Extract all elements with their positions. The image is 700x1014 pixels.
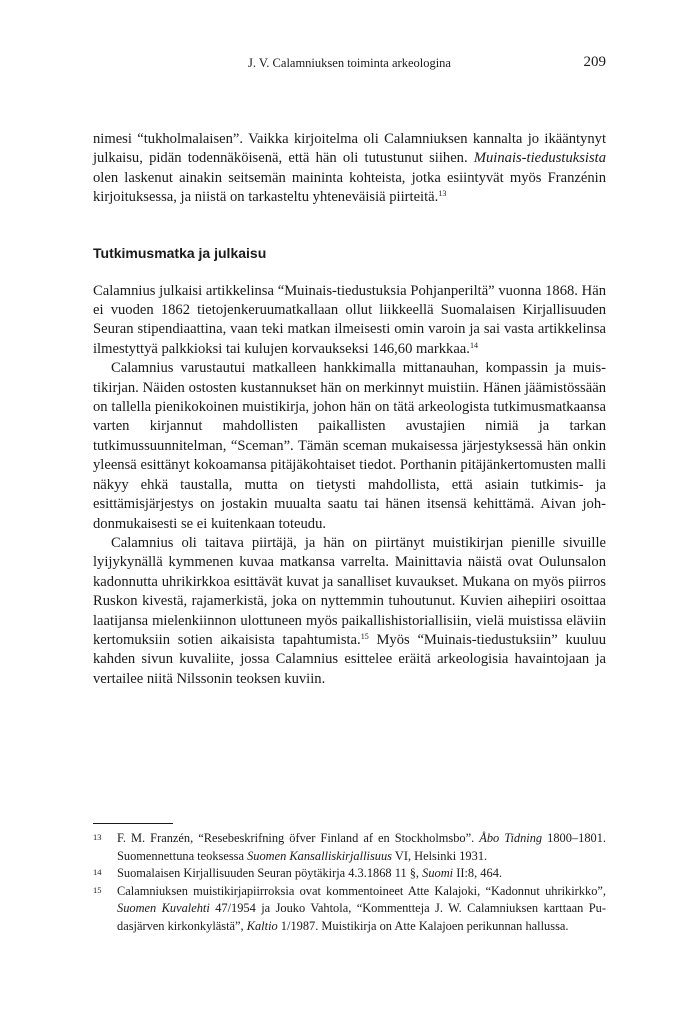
footnote-text: Calamniuksen muistikirjapiirroksia ovat kommentoineet Atte Kalajoki, “Kadonnut uhrikirkko”, <box>117 883 606 898</box>
intro-italic-title: Muinais-tiedustuksista <box>473 150 606 167</box>
page-number: 209 <box>583 54 606 70</box>
paragraph-2: Calamnius varustautui matkalleen hankkimalla mittanauhan, kompassin ja muistikirjan. Näiden ostosten kustannukset hän on merkinnyt muistiin. Hänen jäämistössään on tallella pienikokoinen muistikirja, johon hän on tätä arkeologista tutkimusmatkaansa varten kirjannut mahdollisten paikallisten avustajien nimiä ja tarkan tutkimussuunnitelman, “Sceman”. Tämän sceman mukaisessa järjestyksessä hän onkin yleensä esittänyt kokoamansa pitäjäkohtaiset tiedot. Porthanin pitäjänkertomusten malli näkyy ehkä taustalla, mutta on tietysti mahdollista, että asiain tutkimis- ja esittämisjärjestys on jostakin muualta saatu tai hänen itsensä kehittämä. Aivan johdonmukaisesti se ei kuitenkaan toteudu. <box>93 360 606 532</box>
footnote-text: VI, Helsinki 1931. <box>392 848 488 863</box>
footnote-text: Suomalaisen Kirjallisuuden Seuran pöytäkirja 4.3.1868 11 §, <box>117 866 423 881</box>
footnote-15 <box>93 883 606 936</box>
footnote-text: F. M. Franzén, “Resebeskrifning öfver Finland af en Stockholmsbo”. <box>117 831 480 845</box>
intro-text-2: olen laskenut ainakin seitsemän maininta kohteista, jotka esiintyvät myös Franzénin kirjoituksessa, ja niistä on tarkasteltu yhteneväisiä piirteitä. <box>93 169 606 206</box>
footnote-number: 14 <box>93 867 102 878</box>
footnote-divider <box>93 823 173 824</box>
running-title: J. V. Calamniuksen toiminta arkeologina <box>248 56 451 70</box>
paragraph-1-text: Calamnius julkaisi artikkelinsa “Muinais-tiedustuksia Pohjanperiltä” vuonna 1868. Hän ei vuoden 1862 tietojenkeruumatkallaan ollut liikkeellä Suomalaisen Kirjallisuuden Seuran stipendiaattina, vaan teki matkan ilmeisesti omin varoin ja sai vasta artikkelinsa ilmestyttyä palkkioksi tai kulujen korvaukseksi 146,60 markkaa. <box>93 282 606 357</box>
footnote-italic: Suomen Kuvalehti <box>117 901 210 916</box>
footnote-text: II:8, 464. <box>453 866 502 881</box>
footnote-text: 1800–1801. Suomennettuna teoksessa <box>117 831 607 863</box>
footnote-13 <box>93 830 606 865</box>
intro-paragraph <box>93 130 606 208</box>
footnote-ref-14: 14 <box>469 340 478 350</box>
main-text <box>93 130 606 689</box>
paragraph-1 <box>93 282 606 360</box>
footnote-14 <box>93 865 606 883</box>
footnote-ref-15: 15 <box>360 631 369 641</box>
paragraph-3 <box>93 534 606 689</box>
section-heading: Tutkimusmatka ja julkaisu <box>93 244 267 261</box>
paragraph-3-text: Calamnius oli taitava piirtäjä, ja hän on piirtänyt muistikirjan pienille sivuille lyijykynällä kymmenen kuvaa matkansa varrelta. Mainittavia näistä ovat Oulunsalon kadonnutta uhrikirkkoa esittävät kuvat ja sanalliset kuvaukset. Mukana on myös piirros Ruskon kivestä, rajamerkistä, joka on nyttemmin tuhoutunut. Kuvien aihepiiri osoittaa laatijansa mielenkiinnon ulottuneen myös paikallishistoriallisiin, vielä muistissa eläviin kertomuksiin sotien aikaisista tapahtumista. <box>93 534 606 648</box>
footnote-text: 47/1954 ja Jouko Vahtola, “Kommentteja J. W. Calamniuksen karttaan Pudasjärven kirkonkylästä”, <box>117 901 606 933</box>
running-head <box>93 56 606 76</box>
footnotes <box>93 830 606 936</box>
footnote-italic: Kaltio <box>246 918 278 933</box>
footnote-ref-13: 13 <box>438 189 447 199</box>
footnote-text: 1/1987. Muistikirja on Atte Kalajoen perikunnan hallussa. <box>277 918 569 933</box>
footnote-italic: Åbo Tidning <box>479 831 543 845</box>
footnote-italic: Suomi <box>422 866 454 881</box>
paragraph-3-text-cont: Myös “Muinais-tiedustuksiin” kuuluu kahden sivun kuvaliite, jossa Calamnius esittelee eräitä arkeologisia havaintojaan ja vertailee niitä Nilssonin teoksen kuviin. <box>93 631 606 687</box>
footnote-number: 15 <box>93 884 102 895</box>
footnote-number: 13 <box>93 832 102 842</box>
intro-text-1: nimesi “tukholmalaisen”. Vaikka kirjoitelma oli Calamniuksen kannalta jo ikääntynyt julkaisu, pidän todennäköisenä, että hän oli tutustunut siihen. <box>93 131 606 167</box>
footnote-italic: Suomen Kansalliskirjallisuus <box>247 848 392 863</box>
